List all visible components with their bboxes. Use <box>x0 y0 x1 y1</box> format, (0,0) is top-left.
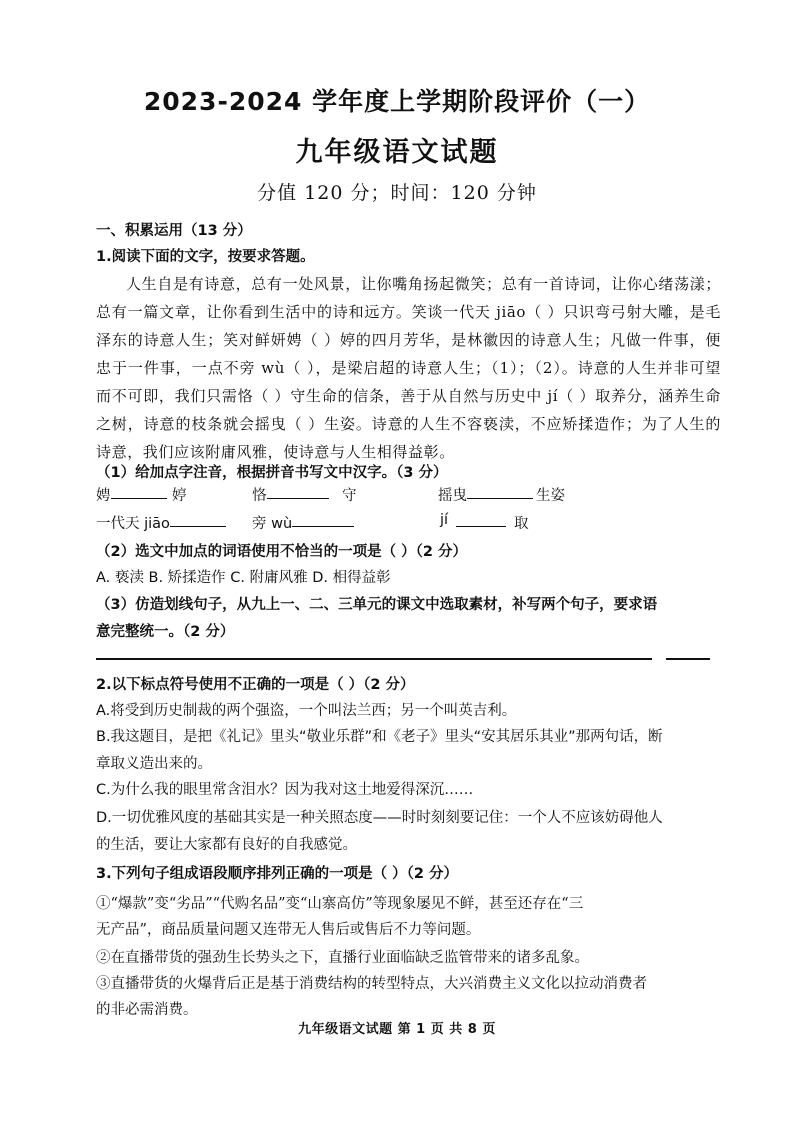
question-2-option-b-line1: B.我这题目，是把《礼记》里头“敬业乐群”和《老子》里头“安其居乐其业”那两句话，断 <box>96 729 663 745</box>
reading-passage <box>96 270 721 466</box>
question-2-option-c: C.为什么我的眼里常含泪水？因为我对这土地爱得深沉…… <box>96 782 474 798</box>
page-footer: 九年级语文试题 第 1 页 共 8 页 <box>298 1022 496 1037</box>
question-2-prompt: 2.以下标点符号使用不正确的一项是（ ）（2 分） <box>96 677 415 693</box>
fill-row-2 <box>96 512 736 536</box>
answer-blank[interactable] <box>111 484 167 499</box>
answer-blank[interactable] <box>292 512 354 527</box>
sub-question-3-prompt-line2: 意完整统一。（2 分） <box>96 624 235 640</box>
question-2-option-d-line2: 的生活，要让大家都有良好的自我感觉。 <box>96 837 357 853</box>
question-3-sentence-1-line1: ①“爆款”变“劣品”“代购名品”变“山寨高仿”等现象屡见不鲜，甚至还存在“三 <box>96 896 584 912</box>
fill-item-shengzi: 生姿 <box>536 488 565 504</box>
question-3-sentence-1-line2: 无产品”，商品质量问题又连带无人售后或售后不力等问题。 <box>96 922 481 938</box>
question-1-prompt: 1.阅读下面的文字，按要求答题。 <box>96 249 315 265</box>
fill-item-ji: jí <box>440 512 448 528</box>
section-heading: 一、积累运用（13 分） <box>96 223 252 239</box>
fill-item-jiao: 一代天 jiāo <box>96 512 170 533</box>
fill-item-ping: 娉 <box>96 484 111 505</box>
fill-item-qu: 取 <box>514 516 529 532</box>
question-3-sentence-2: ②在直播带货的强劲生长势头之下，直播行业面临缺乏监管带来的诸多乱象。 <box>96 950 589 966</box>
fill-row-1 <box>96 484 736 508</box>
fill-item-ting: 婷 <box>172 488 187 504</box>
exam-subtitle: 九年级语文试题 <box>295 137 499 168</box>
question-3-sentence-3-line2: 的非必需消费。 <box>96 1002 198 1018</box>
passage-text: 人生自是有诗意，总有一处风景，让你嘴角扬起微笑；总有一首诗词，让你心绪荡漾；总有一篇文章，让你看到生活中的诗和远方。笑谈一代天 jiāo（ ）只识弯弓射大雕，是毛泽东的诗意人生；笑对鲜妍娉（ ）婷的四月芳华，是林徽因的诗意人生；凡做一件事，便忠于一件事，一点不旁 wù（ ），是梁启超的诗意人生；（1）；（2）。诗意的人生并非可望而不可即，我们只需恪（ ）守生命的信条，善于从自然与历史中 jí（ ）取养分，涵养生命之树，诗意的枝条就会摇曳（ ）生姿。诗意的人生不容亵渎，不应矫揉造作；为了人生的诗意，我们应该附庸风雅，使诗意与人生相得益彰。 <box>96 275 721 461</box>
question-3-sentence-3-line1: ③直播带货的火爆背后正是基于消费结构的转型特点，大兴消费主义文化以拉动消费者 <box>96 976 647 992</box>
question-2-option-a: A.将受到历史制裁的两个强盗，一个叫法兰西；另一个叫英吉利。 <box>96 703 517 719</box>
answer-line-end[interactable] <box>666 658 710 660</box>
fill-item-ke: 恪 <box>252 484 267 505</box>
sub-question-1-prompt: （1）给加点字注音，根据拼音书写文中汉字。（3 分） <box>96 465 448 481</box>
sub-question-2-prompt: （2）选文中加点的词语使用不恰当的一项是（ ）（2 分） <box>96 544 468 560</box>
answer-blank[interactable] <box>267 484 329 499</box>
question-2-option-d-line1: D.一切优雅风度的基础其实是一种关照态度——时时刻刻要记住：一个人不应该妨碍他人 <box>96 810 663 826</box>
exam-meta: 分值 120 分；时间：120 分钟 <box>257 182 537 204</box>
question-2-option-b-line2: 章取义造出来的。 <box>96 756 212 772</box>
sub-question-2-options: A. 亵渎 B. 矫揉造作 C. 附庸风雅 D. 相得益彰 <box>96 570 391 586</box>
exam-title: 2023-2024 学年度上学期阶段评价（一） <box>143 87 651 116</box>
fill-item-yaoye: 摇曳 <box>438 484 467 505</box>
fill-item-wu: 旁 wù <box>252 512 292 533</box>
answer-line[interactable] <box>96 658 652 660</box>
fill-item-shou: 守 <box>342 488 357 504</box>
sub-question-3-prompt-line1: （3）仿造划线句子，从九上一、二、三单元的课文中选取素材，补写两个句子，要求语 <box>96 597 658 613</box>
answer-blank[interactable] <box>170 512 226 527</box>
answer-blank[interactable] <box>456 512 506 527</box>
question-3-prompt: 3.下列句子组成语段顺序排列正确的一项是（ ）（2 分） <box>96 866 459 882</box>
answer-blank[interactable] <box>467 484 533 499</box>
